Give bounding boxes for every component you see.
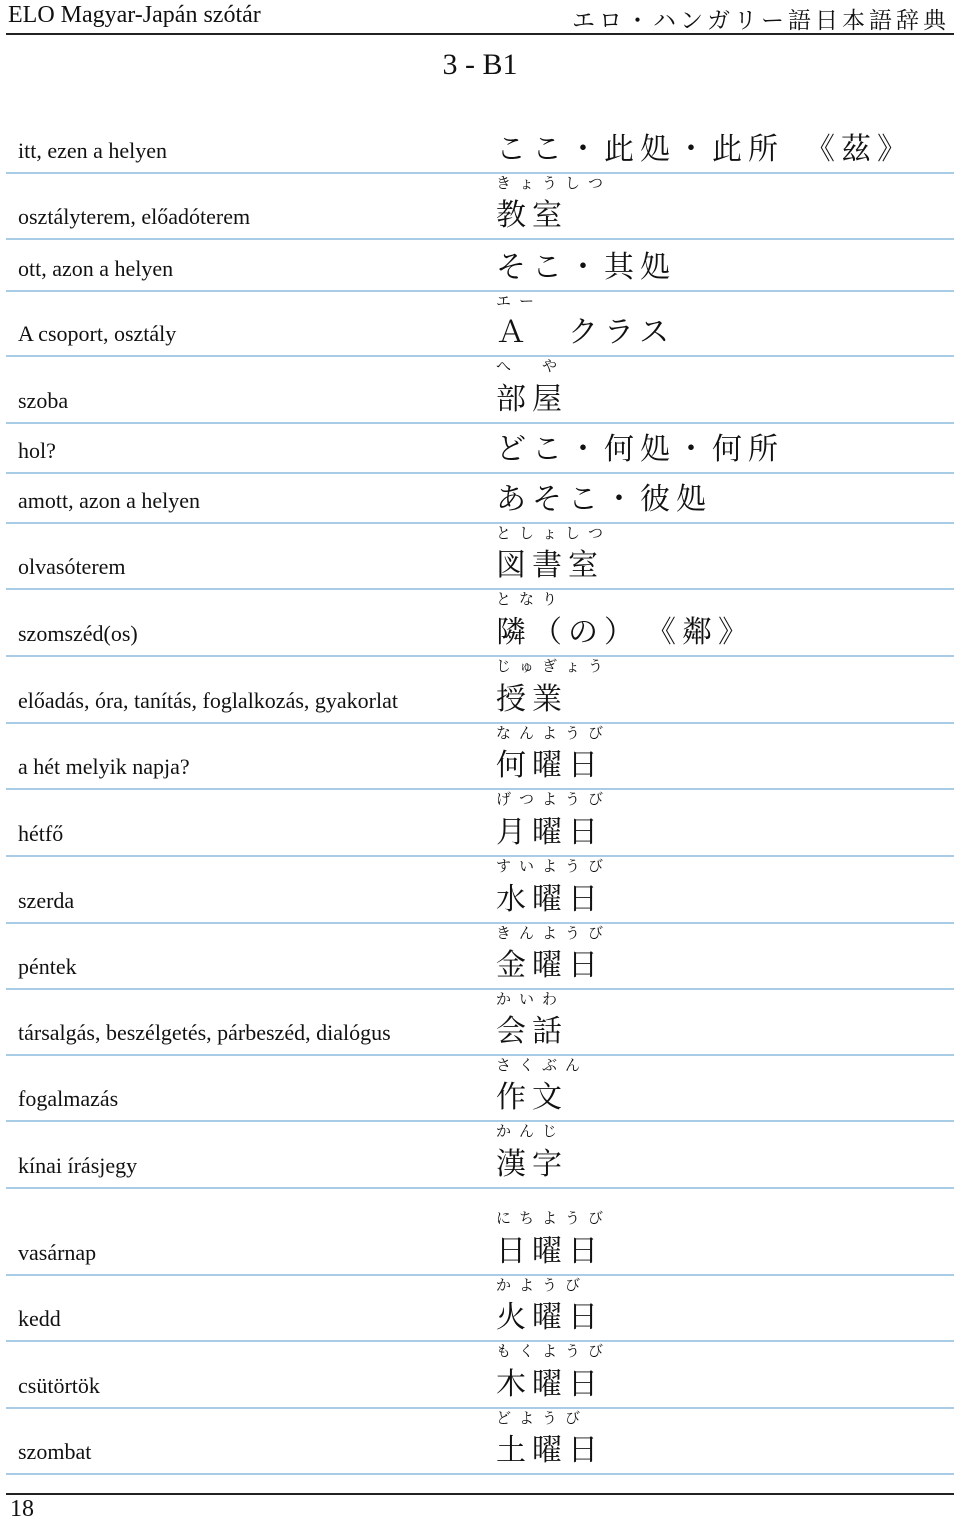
entry-row bbox=[6, 522, 954, 590]
japanese-term: 隣（の） 《鄰》 bbox=[496, 615, 754, 650]
hungarian-term: A csoport, osztály bbox=[18, 321, 177, 346]
japanese-term: 日曜日 bbox=[496, 1234, 604, 1269]
japanese-term: 何曜日 bbox=[496, 748, 604, 783]
entry-row bbox=[6, 1407, 954, 1475]
japanese-term: 土曜日 bbox=[496, 1433, 604, 1468]
entry-row bbox=[6, 1207, 954, 1276]
hungarian-term: szerda bbox=[18, 888, 75, 913]
furigana-reading: もくようび bbox=[496, 1342, 612, 1360]
japanese-term: 教室 bbox=[496, 198, 568, 233]
japanese-term: 部屋 bbox=[496, 382, 568, 417]
entry-row bbox=[6, 355, 954, 424]
hungarian-term: kínai írásjegy bbox=[18, 1153, 138, 1178]
hungarian-term: hol? bbox=[18, 438, 56, 463]
entry-row bbox=[6, 588, 954, 657]
furigana-reading: どようび bbox=[496, 1409, 589, 1427]
hungarian-term: kedd bbox=[18, 1306, 61, 1331]
entry-row bbox=[6, 788, 954, 857]
entry-row bbox=[6, 172, 954, 240]
japanese-term: あそこ・彼処 bbox=[496, 482, 712, 517]
japanese-term: 授業 bbox=[496, 682, 568, 717]
entry-row bbox=[6, 422, 954, 474]
furigana-reading: としょしつ bbox=[496, 524, 612, 542]
japanese-term: 月曜日 bbox=[496, 815, 604, 850]
footer-rule bbox=[6, 1493, 954, 1495]
entry-row bbox=[6, 1340, 954, 1409]
entry-row bbox=[6, 1120, 954, 1189]
furigana-reading: すいようび bbox=[496, 857, 612, 875]
furigana-reading: かんじ bbox=[496, 1122, 566, 1140]
furigana-reading: げつようび bbox=[496, 790, 612, 808]
entry-row bbox=[6, 922, 954, 990]
furigana-reading: きょうしつ bbox=[496, 174, 612, 192]
entry-row bbox=[6, 1274, 954, 1342]
entry-row bbox=[6, 988, 954, 1056]
furigana-reading: かいわ bbox=[496, 990, 566, 1008]
hungarian-term: szomszéd(os) bbox=[18, 621, 138, 646]
entry-row bbox=[6, 722, 954, 790]
header-rule bbox=[6, 33, 954, 35]
japanese-term: どこ・何処・何所 bbox=[496, 432, 784, 467]
furigana-reading: じゅぎょう bbox=[496, 657, 612, 675]
hungarian-term: ott, azon a helyen bbox=[18, 256, 174, 281]
hungarian-term: előadás, óra, tanítás, foglalkozás, gyakorlat bbox=[18, 688, 398, 713]
entry-row bbox=[6, 1054, 954, 1122]
japanese-term: 作文 bbox=[496, 1080, 568, 1115]
furigana-reading: へ や bbox=[496, 357, 566, 375]
japanese-term: Ａ クラス bbox=[496, 315, 676, 350]
entry-row bbox=[6, 472, 954, 524]
japanese-term: 木曜日 bbox=[496, 1367, 604, 1402]
furigana-reading: きんようび bbox=[496, 924, 612, 942]
header-right-title: エロ・ハンガリー語日本語辞典 bbox=[572, 8, 950, 34]
japanese-term: ここ・此処・此所 《茲》 bbox=[496, 132, 913, 167]
japanese-term: 水曜日 bbox=[496, 882, 604, 917]
furigana-reading: かようび bbox=[496, 1276, 589, 1294]
hungarian-term: társalgás, beszélgetés, párbeszéd, dialógus bbox=[18, 1020, 391, 1045]
entry-row bbox=[6, 238, 954, 292]
japanese-term: そこ・其処 bbox=[496, 250, 676, 285]
furigana-reading: エー bbox=[496, 292, 543, 310]
japanese-term: 火曜日 bbox=[496, 1300, 604, 1335]
hungarian-term: osztályterem, előadóterem bbox=[18, 204, 251, 229]
hungarian-term: péntek bbox=[18, 954, 77, 979]
hungarian-term: csütörtök bbox=[18, 1373, 100, 1398]
japanese-term: 図書室 bbox=[496, 548, 604, 583]
hungarian-term: fogalmazás bbox=[18, 1086, 119, 1111]
hungarian-term: a hét melyik napja? bbox=[18, 754, 190, 779]
japanese-term: 漢字 bbox=[496, 1147, 568, 1182]
hungarian-term: szombat bbox=[18, 1439, 92, 1464]
entry-row bbox=[6, 290, 954, 357]
furigana-reading: にちようび bbox=[496, 1209, 612, 1227]
hungarian-term: hétfő bbox=[18, 821, 64, 846]
entry-row bbox=[6, 855, 954, 924]
hungarian-term: olvasóterem bbox=[18, 554, 126, 579]
hungarian-term: szoba bbox=[18, 388, 69, 413]
hungarian-term: amott, azon a helyen bbox=[18, 488, 201, 513]
hungarian-term: itt, ezen a helyen bbox=[18, 138, 168, 163]
section-title: 3 - B1 bbox=[442, 48, 518, 81]
entry-row bbox=[6, 655, 954, 724]
japanese-term: 会話 bbox=[496, 1014, 568, 1049]
furigana-reading: なんようび bbox=[496, 724, 612, 742]
japanese-term: 金曜日 bbox=[496, 948, 604, 983]
entry-row bbox=[6, 118, 954, 174]
header-left-title: ELO Magyar-Japán szótár bbox=[8, 2, 261, 28]
hungarian-term: vasárnap bbox=[18, 1240, 97, 1265]
furigana-reading: さくぶん bbox=[496, 1056, 589, 1074]
page-number: 18 bbox=[10, 1496, 34, 1522]
furigana-reading: となり bbox=[496, 590, 566, 608]
